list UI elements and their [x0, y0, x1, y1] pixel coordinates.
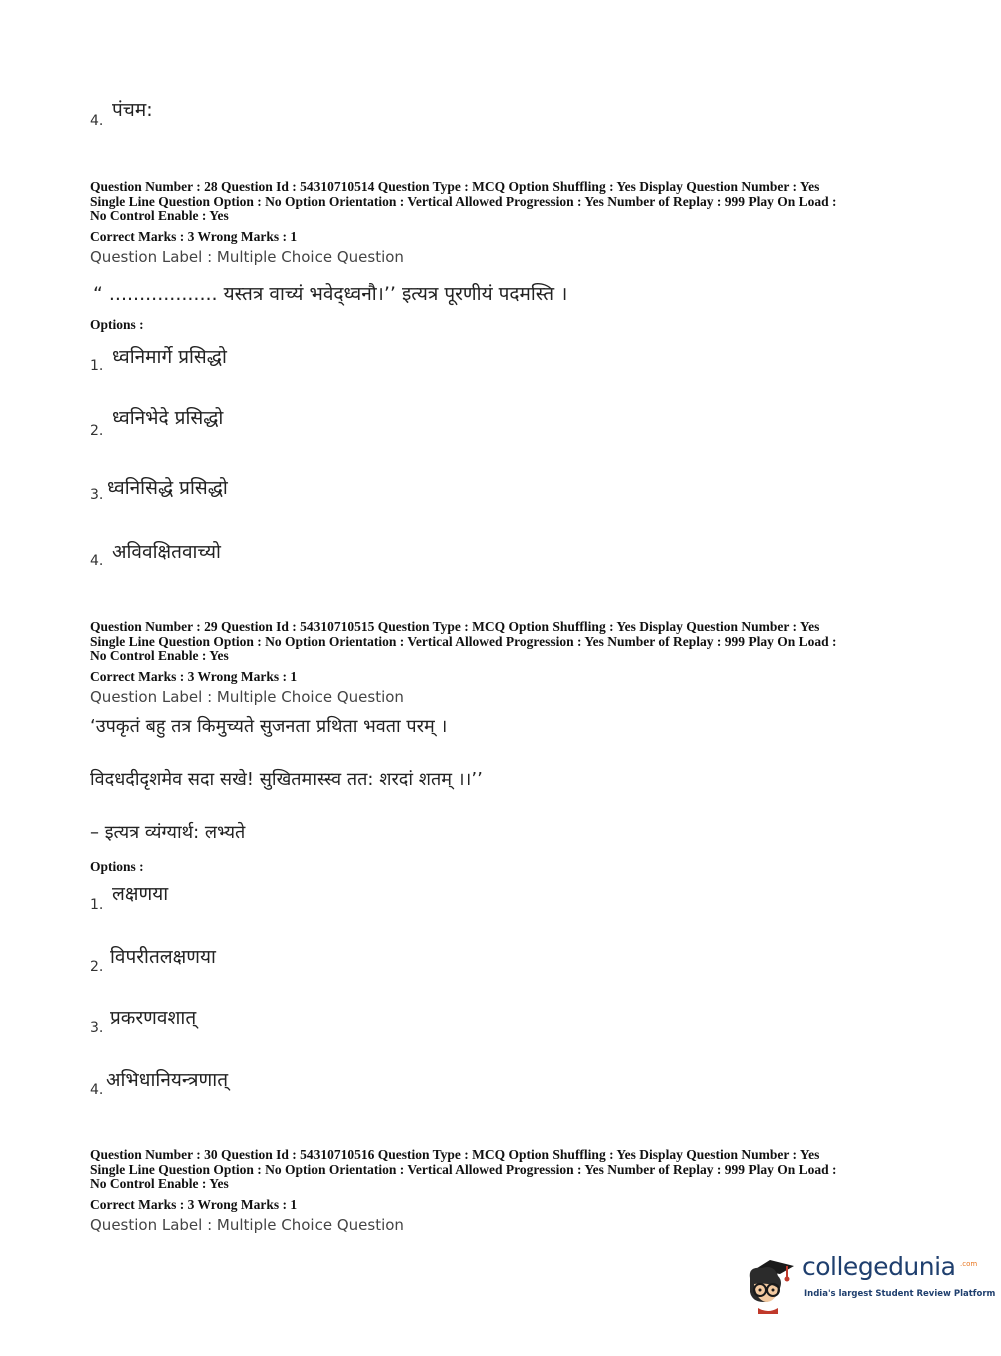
question-meta: Question Number : 28 Question Id : 54310710514 Question Type : MCQ Option Shuffling : Yes Display Question Number : Yes Single Line Question Option : No Option Orientation : Vertical Allowed Progression : Yes Number of Replay : 999 Play On Load : No Control Enable : Yes: [90, 179, 837, 223]
collegedunia-logo[interactable]: [740, 1252, 996, 1314]
question-meta: Question Number : 29 Question Id : 54310710515 Question Type : MCQ Option Shuffling : Yes Display Question Number : Yes Single Line Question Option : No Option Orientation : Vertical Allowed Progression : Yes Number of Replay : 999 Play On Load : No Control Enable : Yes: [90, 619, 837, 663]
question-label: Question Label : Multiple Choice Question: [90, 248, 404, 266]
logo-tagline: India's largest Student Review Platform: [804, 1289, 996, 1299]
option-text[interactable]: प्रकरणवशात्: [110, 1007, 197, 1029]
option-number: 4.: [90, 553, 104, 569]
option-number: 3.: [90, 1020, 104, 1036]
logo-suffix: .com: [960, 1260, 978, 1268]
question-label: Question Label : Multiple Choice Question: [90, 688, 404, 706]
option-number: 1.: [90, 897, 104, 913]
option-text[interactable]: अविवक्षितवाच्यो: [112, 541, 221, 563]
options-heading: Options :: [90, 317, 144, 332]
option-text[interactable]: ध्वनिभेदे प्रसिद्धो: [112, 407, 224, 429]
question-marks: Correct Marks : 3 Wrong Marks : 1: [90, 229, 298, 244]
option-text[interactable]: अभिधानियन्त्रणात्: [106, 1069, 229, 1091]
option-text[interactable]: ध्वनिसिद्धे प्रसिद्धो: [107, 477, 228, 499]
question-marks: Correct Marks : 3 Wrong Marks : 1: [90, 1197, 298, 1212]
question-text-line: ‘उपकृतं बहु तत्र किमुच्यते सुजनता प्रथिता भवता परम् ।: [90, 716, 448, 737]
question-meta: Question Number : 30 Question Id : 54310710516 Question Type : MCQ Option Shuffling : Yes Display Question Number : Yes Single Line Question Option : No Option Orientation : Vertical Allowed Progression : Yes Number of Replay : 999 Play On Load : No Control Enable : Yes: [90, 1147, 837, 1191]
question-text-line: – इत्यत्र व्यंग्यार्थ: लभ्यते: [90, 822, 246, 843]
option-text[interactable]: लक्षणया: [112, 883, 169, 905]
option-number: 4.: [90, 113, 104, 129]
mascot-icon: [740, 1252, 800, 1314]
option-number: 1.: [90, 358, 104, 374]
option-number: 4.: [90, 1082, 104, 1098]
options-heading: Options :: [90, 859, 144, 874]
option-number: 3.: [90, 487, 104, 503]
logo-wordmark: collegedunia: [802, 1252, 956, 1281]
question-text: “ .................. यस्तत्र वाच्यं भवेद्ध्वनौ।’’ इत्यत्र पूरणीयं पदमस्ति ।: [93, 283, 568, 305]
question-label: Question Label : Multiple Choice Question: [90, 1216, 404, 1234]
option-number: 2.: [90, 423, 104, 439]
question-marks: Correct Marks : 3 Wrong Marks : 1: [90, 669, 298, 684]
option-number: 2.: [90, 959, 104, 975]
option-text: पंचम:: [112, 99, 153, 121]
question-text-line: विदधदीदृशमेव सदा सखे! सुखितमास्स्व तत: शरदां शतम् ।।’’: [90, 769, 483, 790]
option-text[interactable]: ध्वनिमार्गे प्रसिद्धो: [112, 346, 227, 368]
option-text[interactable]: विपरीतलक्षणया: [110, 946, 216, 968]
